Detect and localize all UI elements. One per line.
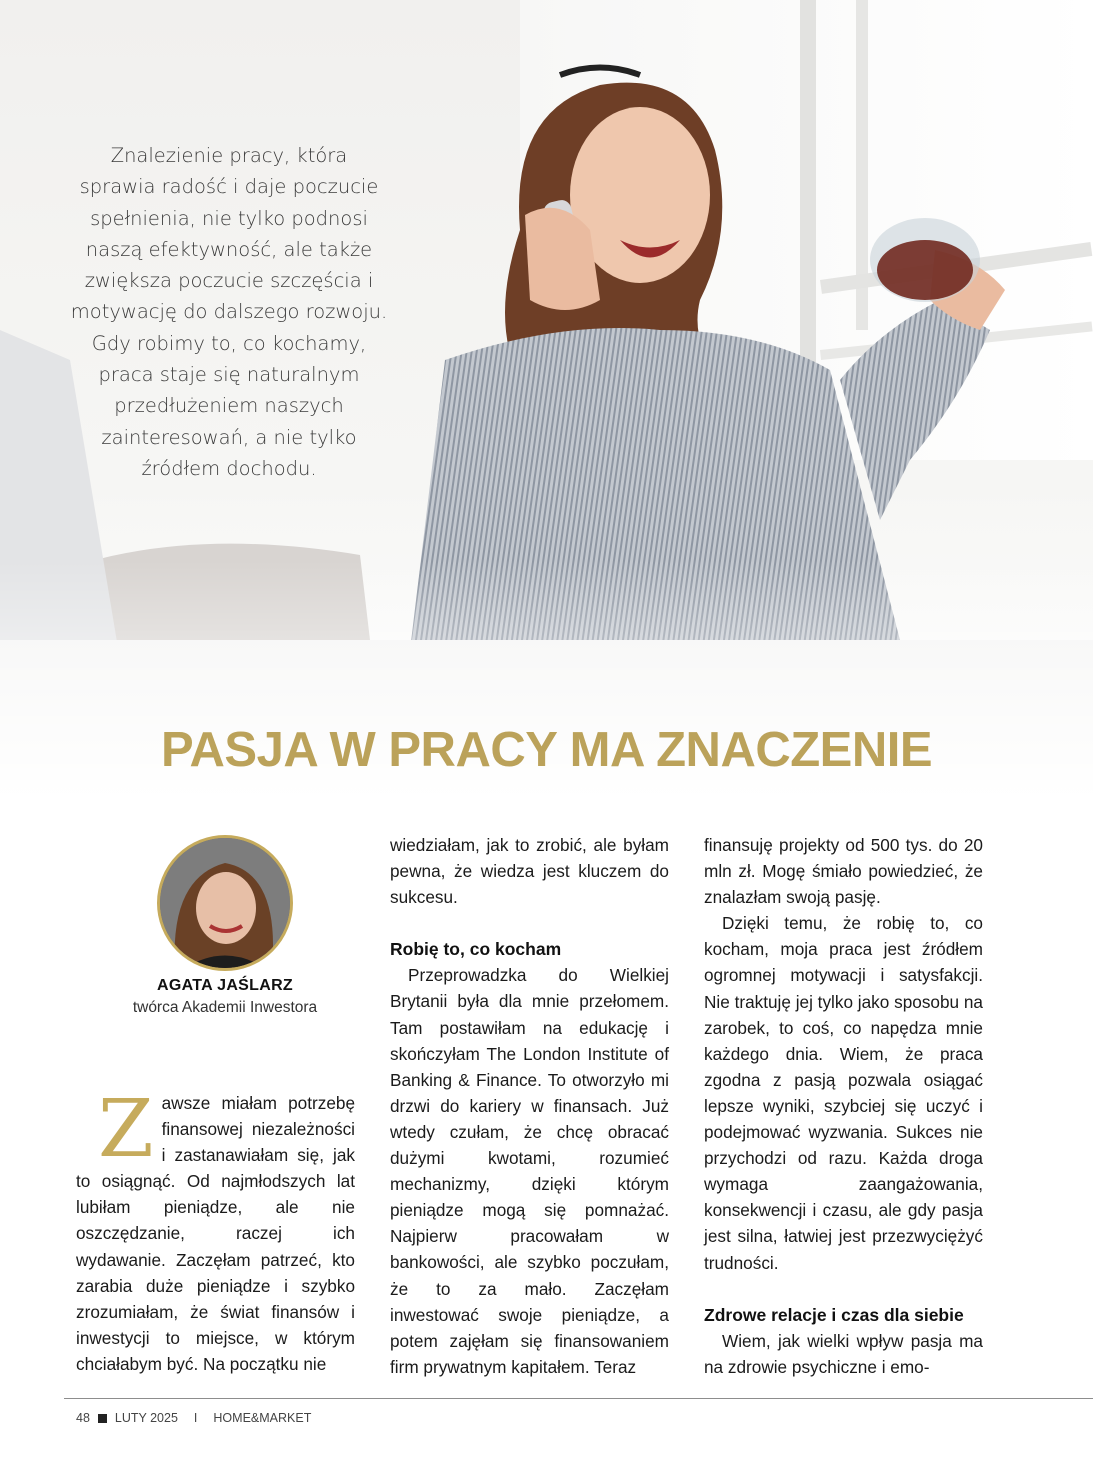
article-paragraph: Dzięki temu, że robię to, co kocham, moja praca jest źródłem ogromnej motywacji i satysfakcji. Nie traktuję jej tylko jako sposobu na zarobek, to coś, co napędza mnie każdego dnia. Wiem, że praca zgodna z pasją pozwala osiągać lepsze wyniki, szybciej się uczyć i podejmować wyzwania. Sukces nie przychodzi od razu. Każda droga wymaga zaangażowania, konsekwencji i czasu, ale gdy pasja jest silna, łatwiej jest przezwyciężyć trudności. bbox=[704, 913, 983, 1273]
article-column-3 bbox=[704, 832, 983, 1380]
section-heading: Zdrowe relacje i czas dla siebie bbox=[704, 1304, 964, 1325]
magazine-brand: HOME&MARKET bbox=[213, 1411, 312, 1425]
author-portrait bbox=[160, 838, 290, 968]
drop-cap: Z bbox=[98, 1082, 154, 1175]
issue-date: LUTY 2025 bbox=[114, 1411, 178, 1425]
page-number: 48 bbox=[76, 1411, 90, 1425]
section-heading: Robię to, co kocham bbox=[390, 939, 562, 960]
footer-separator: I bbox=[193, 1411, 198, 1425]
author-name: AGATA JAŚLARZ bbox=[156, 977, 294, 994]
article-paragraph: awsze miałam potrzebę finansowej niezależności i zastanawiałam się, jak to osiągnąć. Od najmłodszych lat lubiłam pieniądze, ale nie oszczędzanie, raczej ich wydawanie. Zaczęłam patrzeć, kto zarabia duże pieniądze i szybko zrozumiałam, że świat finansów i inwestycji to miejsce, w którym chciałabym być. Na początku nie bbox=[76, 1093, 355, 1374]
page-footer bbox=[76, 1411, 311, 1425]
author-role: twórca Akademii Inwestora bbox=[132, 999, 318, 1016]
square-icon bbox=[98, 1414, 107, 1423]
article-paragraph: Przeprowadzka do Wielkiej Brytanii była dla mnie przełomem. Tam postawiłam na edukację i skończyłam The London Institute of Banking & Finance. To otworzyło mi drzwi do kariery w finansach. Już wtedy czułam, że chcę obracać dużymi kwotami, rozumieć mechanizmy, dzięki którym pieniądze mogą się pomnażać. Najpierw pracowałam w bankowości, ale szybko poczułam, że to za mało. Zaczęłam inwestować swoje pieniądze, a potem zajęłam się finansowaniem firm prywatnym kapitałem. Teraz bbox=[390, 965, 669, 1377]
article-column-2 bbox=[390, 832, 669, 1380]
intro-text: Znalezienie pracy, która sprawia radość i daje poczucie spełnienia, nie tylko podnosi naszą efektywność, ale także zwiększa poczucie szczęścia i motywację do dalszego rozwoju. Gdy robimy to, co kochamy, praca staje się naturalnym przedłużeniem naszych zainteresowań, a nie tylko źródłem dochodu. bbox=[70, 144, 388, 480]
article-paragraph: finansuję projekty od 500 tys. do 20 mln zł. Mogę śmiało powiedzieć, że znalazłam swoją pasję. bbox=[704, 835, 983, 908]
article-column-1 bbox=[76, 1082, 355, 1377]
page-title: PASJA W PRACY MA ZNACZENIE bbox=[160, 723, 933, 777]
footer-divider bbox=[64, 1398, 1093, 1399]
article-paragraph: wiedziałam, jak to zrobić, ale byłam pewna, że wiedza jest kluczem do sukcesu. bbox=[390, 835, 669, 908]
author-block bbox=[75, 835, 375, 1017]
article-paragraph: Wiem, jak wielki wpływ pasja ma na zdrowie psychiczne i emo- bbox=[704, 1330, 983, 1377]
author-avatar bbox=[157, 835, 293, 971]
